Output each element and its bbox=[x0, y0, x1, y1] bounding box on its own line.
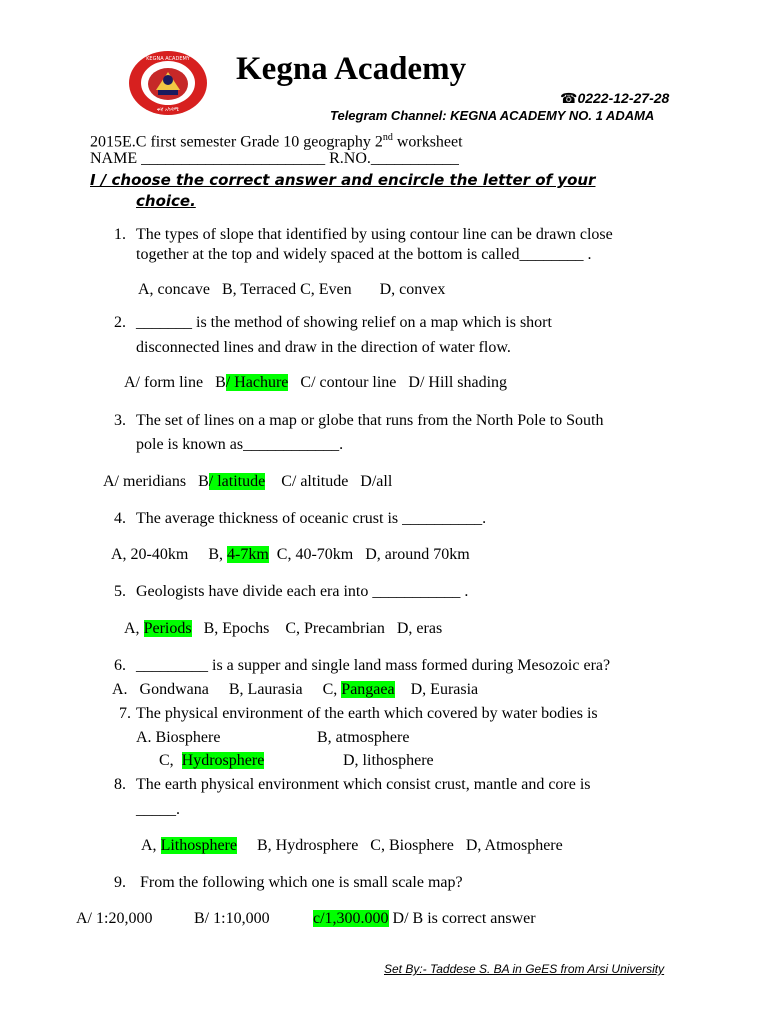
svg-text:ቀኛ አካዳሚ: ቀኛ አካዳሚ bbox=[156, 107, 180, 113]
q9-option-c-d bbox=[313, 909, 536, 929]
q2-option-a: A/ form line B bbox=[124, 374, 226, 391]
q6-option-c-highlight: Pangaea bbox=[341, 681, 395, 698]
question-5-number: 5. bbox=[114, 583, 126, 600]
question-1-line-1: The types of slope that identified by using contour line can be drawn close bbox=[136, 226, 613, 243]
q5-option-a-prefix: A, bbox=[124, 620, 144, 637]
question-6-number: 6. bbox=[114, 657, 126, 674]
q3-option-rest: C/ altitude D/all bbox=[265, 473, 393, 490]
q9-option-b: B/ 1:10,000 bbox=[194, 910, 270, 927]
telegram-channel: Telegram Channel: KEGNA ACADEMY NO. 1 ADAMA bbox=[330, 108, 655, 123]
q9-option-c-highlight: c/1,300.000 bbox=[313, 910, 389, 927]
question-1-number: 1. bbox=[114, 226, 126, 243]
q2-option-rest: C/ contour line D/ Hill shading bbox=[288, 374, 508, 391]
question-5-line-1: Geologists have divide each era into ___________ . bbox=[136, 583, 469, 600]
question-3-line-1: The set of lines on a map or globe that runs from the North Pole to South bbox=[136, 412, 604, 429]
q7-option-a: A. Biosphere bbox=[136, 729, 221, 746]
q7-option-c-highlight: Hydrosphere bbox=[181, 752, 265, 769]
q7-option-d: D, lithosphere bbox=[343, 752, 434, 769]
q9-option-d: D/ B is correct answer bbox=[388, 910, 536, 927]
q8-option-rest: B, Hydrosphere C, Biosphere D, Atmosphere bbox=[236, 837, 563, 854]
question-7-line-1: The physical environment of the earth which covered by water bodies is bbox=[136, 705, 598, 722]
question-3-line-2: pole is known as____________. bbox=[136, 436, 344, 453]
question-4-line-1: The average thickness of oceanic crust is __________. bbox=[136, 510, 487, 527]
question-7-number: 7. bbox=[119, 705, 131, 722]
q6-option-rest: D, Eurasia bbox=[394, 681, 479, 698]
phone-number bbox=[560, 90, 669, 107]
worksheet-title-tail: worksheet bbox=[392, 133, 463, 151]
question-9-number: 9. bbox=[114, 874, 126, 891]
question-2-options bbox=[124, 373, 507, 393]
worksheet-title-sup: nd bbox=[382, 132, 393, 143]
name-line: NAME _______________________ R.NO.___________ bbox=[90, 150, 459, 167]
q3-option-a: A/ meridians B bbox=[103, 473, 209, 490]
question-5-options bbox=[124, 619, 442, 639]
q7-option-b: B, atmosphere bbox=[317, 729, 410, 746]
q8-option-a-highlight: Lithosphere bbox=[160, 837, 237, 854]
q5-option-rest: B, Epochs C, Precambrian D, eras bbox=[191, 620, 443, 637]
q4-option-a: A, 20-40km B, bbox=[111, 546, 227, 563]
svg-text:KEGNA ACADEMY: KEGNA ACADEMY bbox=[146, 56, 190, 62]
question-1-options: A, concave B, Terraced C, Even D, convex bbox=[138, 281, 446, 298]
q7-option-c-prefix: C, bbox=[159, 752, 182, 769]
q5-option-a-highlight: Periods bbox=[143, 620, 192, 637]
worksheet-title-main: 2015E.C first semester Grade 10 geography 2 bbox=[90, 133, 383, 151]
question-2-number: 2. bbox=[114, 314, 126, 331]
instruction-line-2: choice. bbox=[136, 192, 196, 210]
question-2-line-1: _______ is the method of showing relief on a map which is short bbox=[136, 314, 552, 331]
question-1-line-2: together at the top and widely spaced at the bottom is called________ . bbox=[136, 246, 592, 263]
question-8-options bbox=[141, 836, 563, 856]
question-4-options bbox=[111, 545, 470, 565]
q4-option-rest: C, 40-70km D, around 70km bbox=[268, 546, 470, 563]
question-6-line-1: _________ is a supper and single land mass formed during Mesozoic era? bbox=[136, 657, 611, 674]
question-6-options bbox=[112, 680, 478, 700]
q3-option-b-highlight: / latitude bbox=[208, 473, 266, 490]
school-logo bbox=[128, 50, 208, 116]
q9-option-a: A/ 1:20,000 bbox=[76, 910, 153, 927]
question-4-number: 4. bbox=[114, 510, 126, 527]
q4-option-b-highlight: 4-7km bbox=[227, 546, 269, 563]
question-3-options bbox=[103, 472, 392, 492]
question-8-line-2: _____. bbox=[136, 801, 180, 818]
phone-icon: ☎ bbox=[560, 90, 578, 106]
question-3-number: 3. bbox=[114, 412, 126, 429]
phone-text: 0222-12-27-28 bbox=[577, 90, 670, 106]
question-9-line-1: From the following which one is small scale map? bbox=[136, 874, 463, 891]
q2-option-b-highlight: / Hachure bbox=[225, 374, 289, 391]
q6-option-a: A. Gondwana B, Laurasia C, bbox=[112, 681, 342, 698]
question-8-line-1: The earth physical environment which consist crust, mantle and core is bbox=[136, 776, 591, 793]
q8-option-a-prefix: A, bbox=[141, 837, 161, 854]
q7-option-c bbox=[159, 751, 264, 771]
school-name: Kegna Academy bbox=[236, 51, 467, 87]
question-8-number: 8. bbox=[114, 776, 126, 793]
footer-author: Set By:- Taddese S. BA in GeES from Arsi University bbox=[384, 962, 665, 976]
question-2-line-2: disconnected lines and draw in the direction of water flow. bbox=[136, 339, 511, 356]
instruction-line-1: I / choose the correct answer and encircle the letter of your bbox=[90, 171, 596, 189]
